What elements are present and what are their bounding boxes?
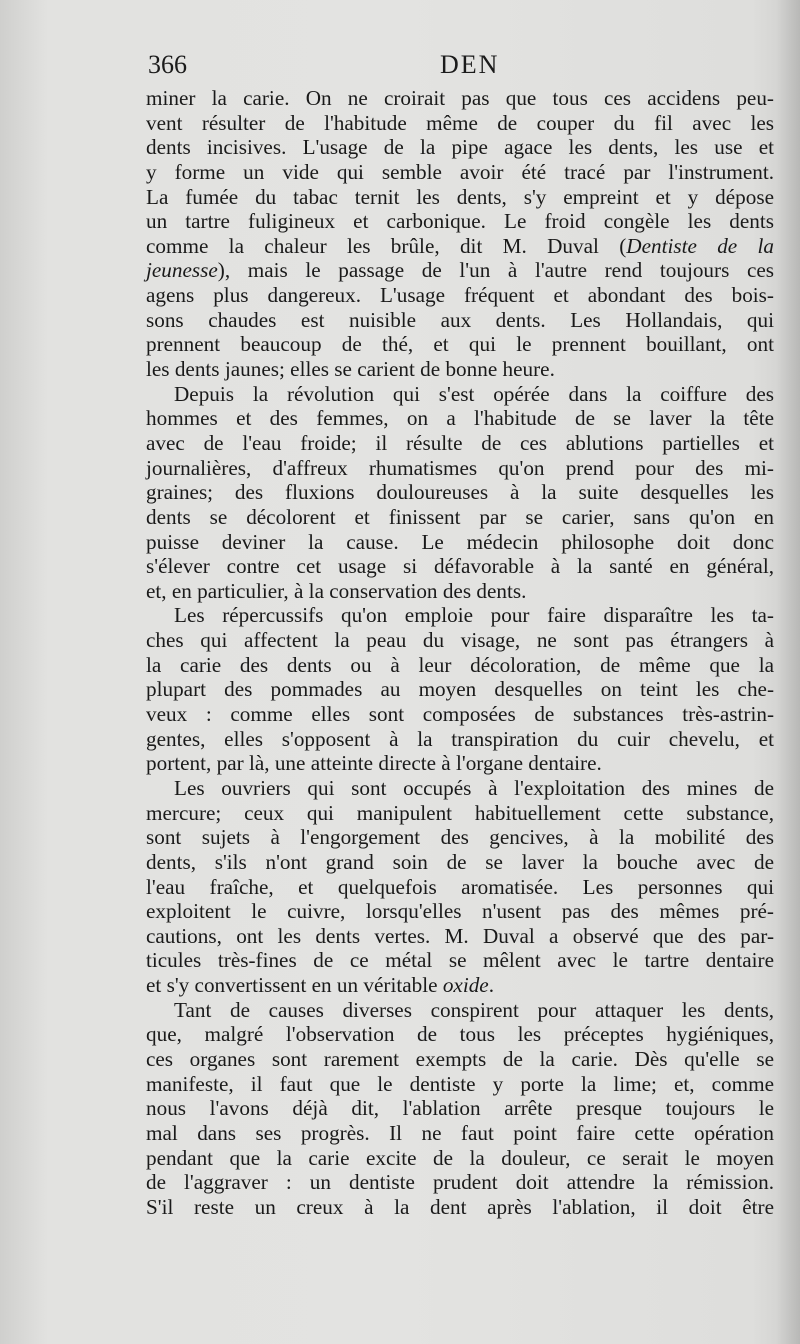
text-line: l'eau fraîche, et quelquefois aromatisée. Les personnes qui bbox=[146, 874, 774, 899]
text-line: Les répercussifs qu'on emploie pour faire disparaître les ta- bbox=[174, 603, 774, 628]
text-line: et, en particulier, à la conservation des dents. bbox=[146, 578, 527, 603]
text-line: pendant que la carie excite de la douleur, ce serait le moyen bbox=[146, 1145, 774, 1170]
italic-text: jeunesse bbox=[146, 258, 218, 283]
text-line: les dents jaunes; elles se carient de bonne heure. bbox=[146, 357, 555, 382]
text-line: ches qui affectent la peau du visage, ne sont pas étrangers à bbox=[146, 628, 774, 653]
text-line: puisse deviner la cause. Le médecin philosophe doit donc bbox=[146, 529, 774, 554]
text-line: la carie des dents ou à leur décoloration, de même que la bbox=[146, 652, 774, 677]
text-line: plupart des pommades au moyen desquelles on teint les che- bbox=[146, 677, 774, 702]
text-line: avec de l'eau froide; il résulte de ces ablutions partielles et bbox=[146, 430, 774, 455]
text-line: dents, s'ils n'ont grand soin de se laver la bouche avec de bbox=[146, 849, 774, 874]
text-line: Depuis la révolution qui s'est opérée dans la coiffure des bbox=[174, 381, 774, 406]
text-line: prennent beaucoup de thé, et qui le prennent bouillant, ont bbox=[146, 332, 774, 357]
text-line: cautions, ont les dents vertes. M. Duval a observé que des par- bbox=[146, 923, 774, 948]
text-line: La fumée du tabac ternit les dents, s'y empreint et y dépose bbox=[146, 184, 774, 209]
text-line: jeunesse), mais le passage de l'un à l'autre rend toujours ces bbox=[146, 258, 774, 283]
page-header bbox=[148, 50, 778, 84]
text-line: Tant de causes diverses conspirent pour attaquer les dents, bbox=[174, 997, 774, 1022]
text-line: exploitent le cuivre, lorsqu'elles n'usent pas des mêmes pré- bbox=[146, 899, 774, 924]
text-line: s'élever contre cet usage si défavorable à la santé en général, bbox=[146, 554, 774, 579]
text-line: dents se décolorent et finissent par se carier, sans qu'on en bbox=[146, 504, 774, 529]
running-head: DEN bbox=[440, 50, 500, 79]
text-line: portent, par là, une atteinte directe à l'organe dentaire. bbox=[146, 751, 602, 776]
text-line: nous l'avons déjà dit, l'ablation arrête presque toujours le bbox=[146, 1096, 774, 1121]
text-line: veux : comme elles sont composées de substances très-astrin- bbox=[146, 702, 774, 727]
page-edge-shadow bbox=[776, 0, 800, 1344]
text-line: miner la carie. On ne croirait pas que tous ces accidens peu- bbox=[146, 86, 774, 110]
text-line: vent résulter de l'habitude même de couper du fil avec les bbox=[146, 110, 774, 135]
text-line: un tartre fuligineux et carbonique. Le froid congèle les dents bbox=[146, 209, 774, 234]
page-number: 366 bbox=[148, 50, 187, 79]
text-line: hommes et des femmes, on a l'habitude de se laver la tête bbox=[146, 406, 774, 431]
text-line: et s'y convertissent en un véritable oxide. bbox=[146, 973, 495, 998]
text-line: mal dans ses progrès. Il ne faut point faire cette opération bbox=[146, 1120, 774, 1145]
text-line: sont sujets à l'engorgement des gencives, à la mobilité des bbox=[146, 825, 774, 850]
italic-text: Dentiste de la bbox=[626, 233, 774, 258]
text-line: agens plus dangereux. L'usage fréquent et abondant des bois- bbox=[146, 283, 774, 308]
text-line: ticules très-fines de ce métal se mêlent avec le tartre dentaire bbox=[146, 948, 774, 973]
text-line: gentes, elles s'opposent à la transpiration du cuir chevelu, et bbox=[146, 726, 774, 751]
text-line: de l'aggraver : un dentiste prudent doit attendre la rémission. bbox=[146, 1170, 774, 1195]
text-line: comme la chaleur les brûle, dit M. Duval (Dentiste de la bbox=[146, 233, 774, 258]
text-line: sons chaudes est nuisible aux dents. Les Hollandais, qui bbox=[146, 307, 774, 332]
text-line: Les ouvriers qui sont occupés à l'exploitation des mines de bbox=[174, 775, 774, 800]
text-line: journalières, d'affreux rhumatismes qu'on prend pour des mi- bbox=[146, 455, 774, 480]
text-line: que, malgré l'observation de tous les préceptes hygiéniques, bbox=[146, 1022, 774, 1047]
italic-text: oxide bbox=[442, 973, 489, 998]
text-line: mercure; ceux qui manipulent habituellement cette substance, bbox=[146, 800, 774, 825]
text-line: ces organes sont rarement exempts de la carie. Dès qu'elle se bbox=[146, 1046, 774, 1071]
text-line: graines; des fluxions douloureuses à la suite desquelles les bbox=[146, 480, 774, 505]
text-line: y forme un vide qui semble avoir été tracé par l'instrument. bbox=[146, 159, 774, 184]
body-text bbox=[146, 86, 774, 1219]
text-line: dents incisives. L'usage de la pipe agace les dents, les use et bbox=[146, 135, 774, 160]
text-line: S'il reste un creux à la dent après l'ablation, il doit être bbox=[146, 1194, 774, 1219]
text-line: manifeste, il faut que le dentiste y porte la lime; et, comme bbox=[146, 1071, 774, 1096]
